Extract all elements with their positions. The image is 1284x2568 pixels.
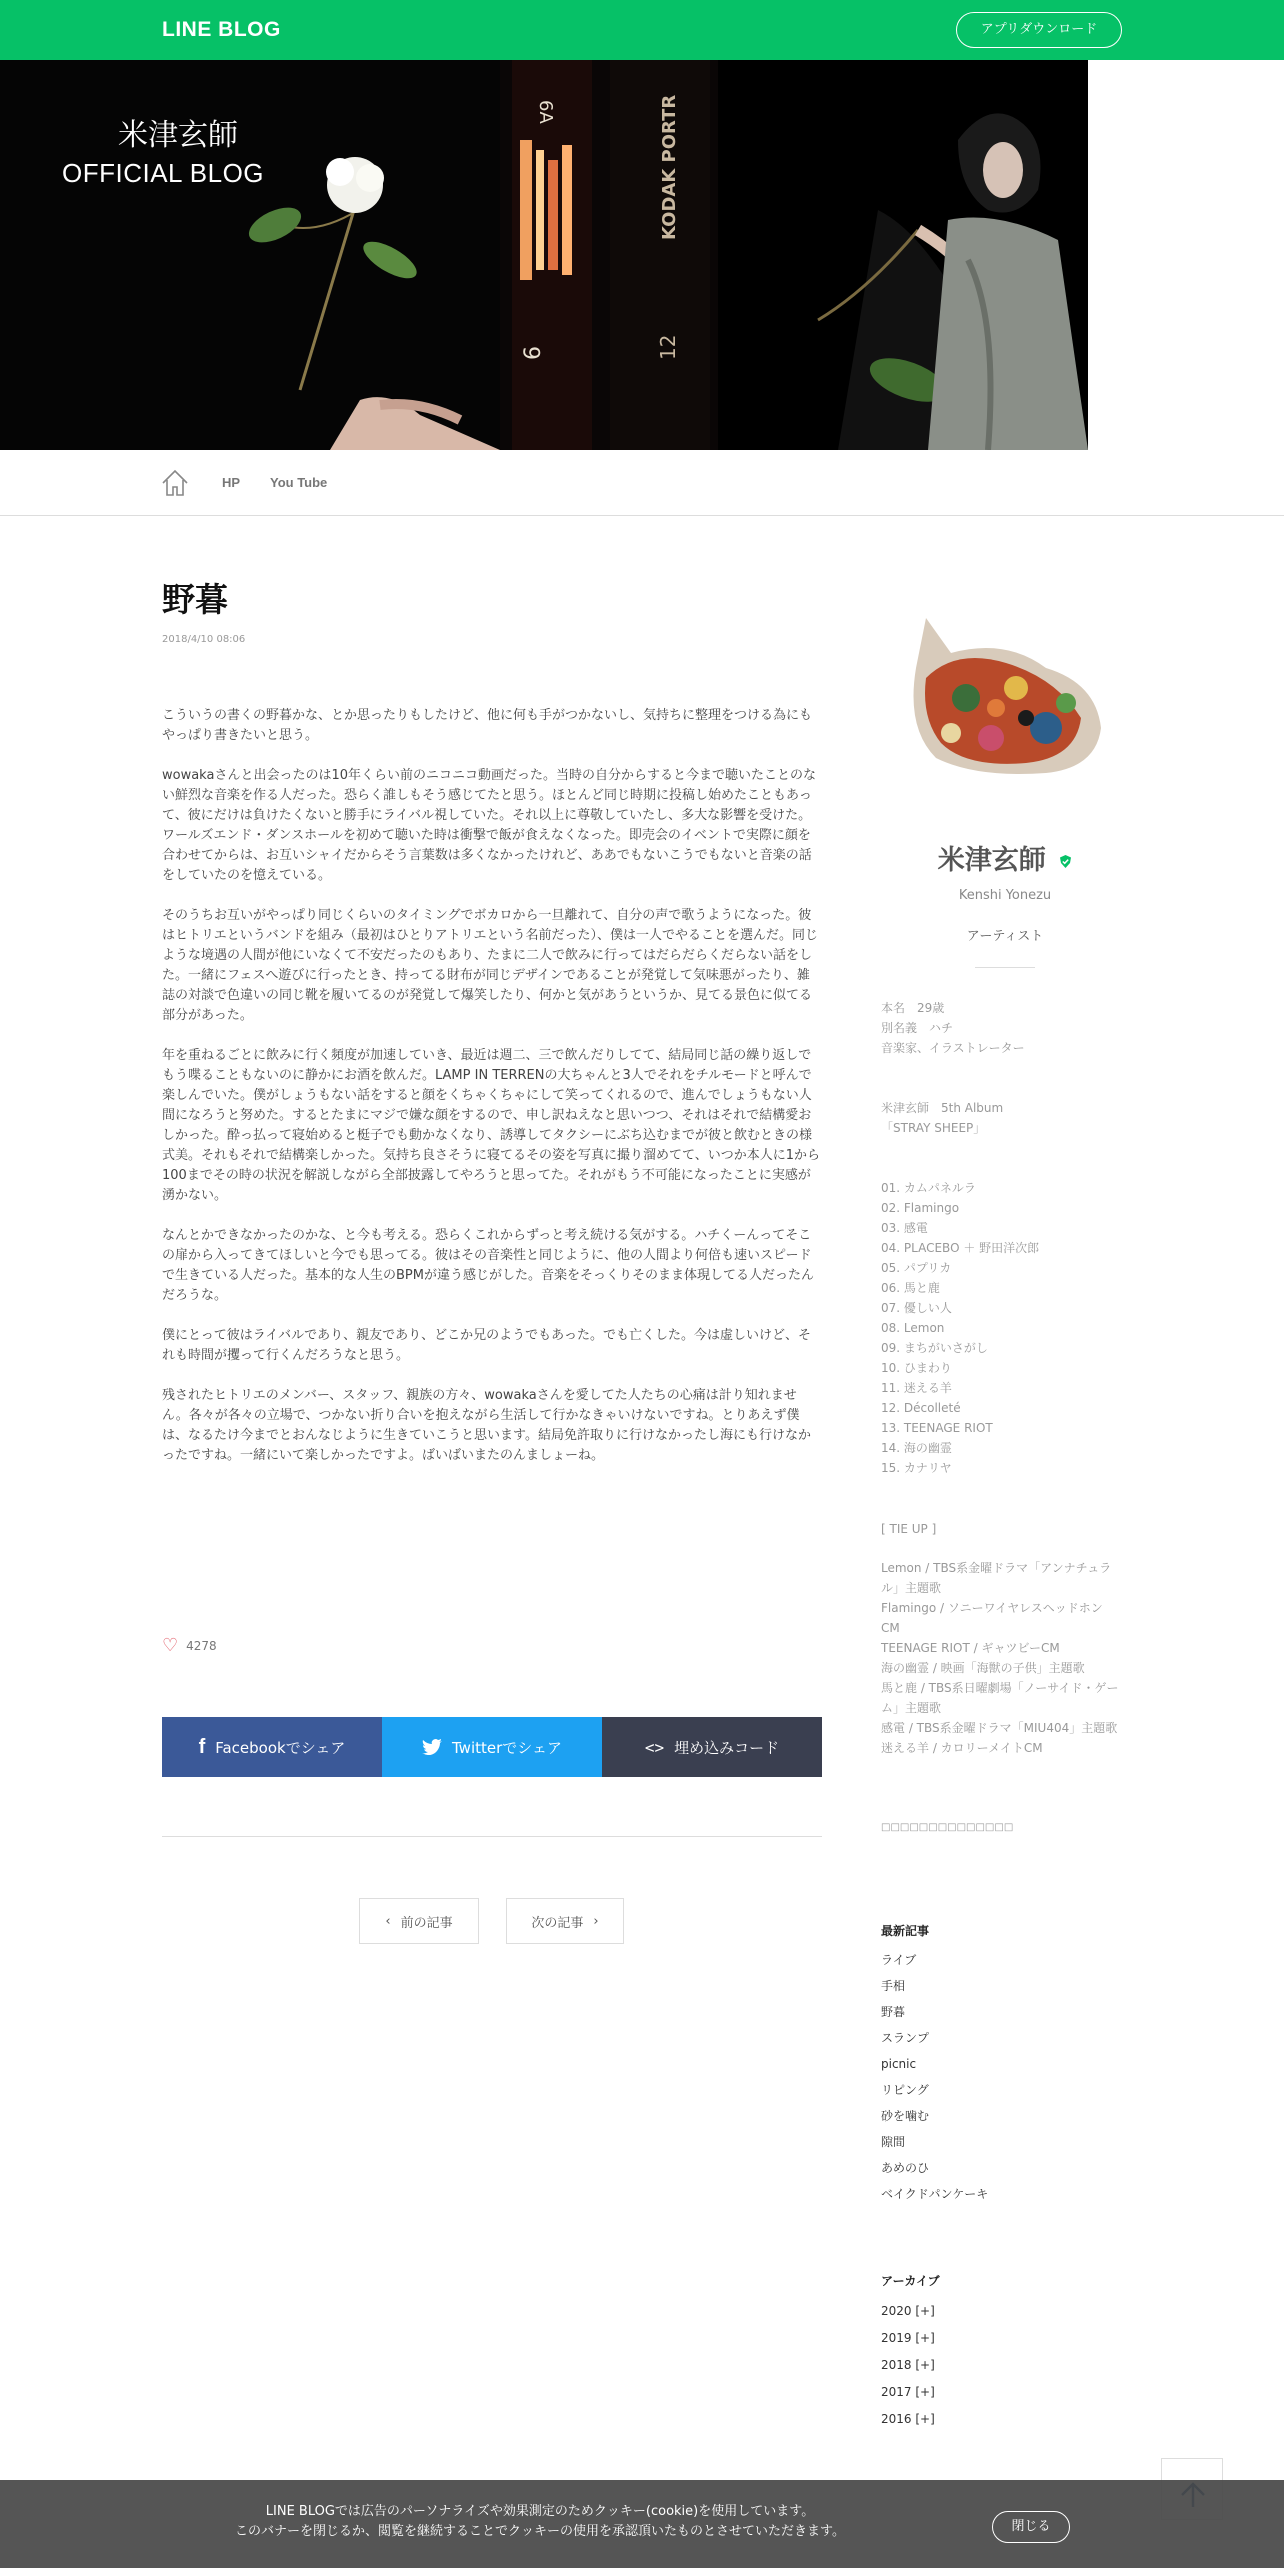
archive-heading: アーカイブ [881,2274,940,2288]
article-title: 野暮 [162,580,228,619]
recent-post-link[interactable]: ライブ [881,1953,917,1967]
tieup-list [881,1558,1121,1758]
blog-nav [0,450,1284,516]
tieup-item: 馬と鹿 / TBS系日曜劇場「ノーサイド・ゲーム」主題歌 [881,1681,1119,1715]
recent-post-link[interactable]: リピング [881,2083,929,2097]
archive-year-link[interactable]: 2020 [+] [881,2304,935,2318]
code-brackets-icon: <> [644,1737,665,1757]
article-paragraph: 残されたヒトリエのメンバー、スタッフ、親族の方々、wowakaさんを愛してた人たちの心痛は計り知れません。各々が各々の立場で、つかない折り合いを抱えながら生活して行かなきゃいけないですね。とりあえず僕は、なるたけ今までとおんなじように生きていこうと思います。結局免許取りに行けなかったし海にも行けなかったですね。一緒にいて楽しかったですよ。ばいばいまたのんましょーね。 [162,1388,811,1463]
track-item: 07. 優しい人 [881,1301,952,1315]
recent-post-link[interactable]: 手相 [881,1979,906,1993]
twitter-share-label: Twitterでシェア [452,1738,562,1757]
tieup-item: TEENAGE RIOT / ギャツビーCM [881,1641,1060,1655]
app-download-button[interactable]: アプリダウンロード [956,12,1122,48]
track-item: 12. Décolleté [881,1401,961,1415]
svg-text:6A: 6A [535,100,556,124]
svg-text:KODAK PORTR: KODAK PORTR [659,94,680,240]
chevron-left-icon: ‹ [385,1913,391,1929]
next-article-label: 次の記事 [531,1915,584,1931]
archive-year-link[interactable]: 2019 [+] [881,2331,935,2345]
profile-avatar[interactable] [896,608,1110,778]
track-item: 13. TEENAGE RIOT [881,1421,993,1435]
cookie-banner [0,2480,1284,2568]
track-item: 02. Flamingo [881,1201,960,1215]
prev-article-label: 前の記事 [400,1915,453,1931]
hero-photo-film-strip [500,60,718,450]
profile-album [881,1098,1131,1138]
archive-list [881,2298,935,2433]
article-divider [162,1836,822,1837]
recent-post-link[interactable]: スランプ [881,2031,930,2045]
recent-posts-list [881,1947,988,2207]
hero-photo-portrait-right [718,60,1284,450]
tieup-heading: [ TIE UP ] [881,1522,937,1536]
article-paragraph: なんとかできなかったのかな、と今も考える。恐らくこれからずっと考え続ける気がする。ハチくーんってそこの扉から入ってきてほしいと今でも思ってる。彼はその音楽性と同じように、他の人間より何倍も速いスピードで生きている人だった。基本的な人生のBPMが違う感じがした。音楽をそっくりそのまま体現してる人だったんだろうな。 [162,1228,814,1303]
cookie-close-button[interactable]: 閉じる [992,2511,1070,2543]
cookie-message [180,2502,900,2542]
profile-name-text: 米津玄師 [937,845,1046,876]
hero-photo-flower-left [0,60,500,450]
archive-year-link[interactable]: 2018 [+] [881,2358,935,2372]
top-bar [0,0,1284,60]
like-button[interactable] [162,1637,217,1655]
recent-post-link[interactable]: あめのひ [881,2161,930,2175]
nav-link-youtube[interactable]: You Tube [270,475,328,490]
article-paragraph: wowakaさんと出会ったのは10年くらい前のニコニコ動画だった。当時の自分からすると今まで聴いたことのない鮮烈な音楽を作る人だった。恐らく誰しもそう感じてたと思う。ほとんど同じ時期に投稿し始めたこともあって、彼にだけは負けたくないと勝手にライバル視していた。それ以上に尊敬していたし、多大な影響を受けた。ワールズエンド・ダンスホールを初めて聴いた時は衝撃で飯が食えなくなった。即売会のイベントで実際に顔を合わせてからは、お互いシャイだからそう言葉数は多くなかったけれど、ああでもないこうでもないと音楽の話をしていたのを憶えている。 [162,768,816,883]
heart-icon: ♡ [162,1635,179,1656]
track-item: 05. パプリカ [881,1261,952,1275]
profile-small-note: □□□□□□□□□□□□□□ [881,1822,1014,1833]
tieup-item: Lemon / TBS系金曜ドラマ「アンナチュラル」主題歌 [881,1561,1112,1595]
cookie-message-line: このバナーを閉じるか、閲覧を継続することでクッキーの使用を承認頂いたものとさせていただきます。 [235,2524,845,2539]
article-body [162,706,822,1486]
like-count: 4278 [186,1639,217,1653]
article-paragraph: そのうちお互いがやっぱり同じくらいのタイミングでボカロから一旦離れて、自分の声で歌うようになった。彼はヒトリエというバンドを組み（最初はひとりアトリエという名前だった）、僕は一人でやることを選んだ。同じような境遇の人間が他にいなくて不安だったのもあり、たまに二人で飲みに行ってはだらだらくだらない話をした。一緒にフェスへ遊びに行ったとき、持ってる財布が同じデザインであることが発覚して気味悪がったり、雑誌の対談で色違いの同じ靴を履いてるのが発覚して爆笑したり、何かと気があうというか、見てる景色に似てる部分があった。 [162,908,818,1023]
track-item: 11. 迷える羊 [881,1381,952,1395]
article-paragraph: 僕にとって彼はライバルであり、親友であり、どこか兄のようでもあった。でも亡くした。今は虚しいけど、それも時間が攫って行くんだろうなと思う。 [162,1328,811,1363]
cookie-message-line: LINE BLOGでは広告のパーソナライズや効果測定のためクッキー(cookie)を使用しています。 [265,2504,815,2519]
profile-english-name: Kenshi Yonezu [958,888,1052,903]
track-item: 06. 馬と鹿 [881,1281,940,1295]
track-item: 10. ひまわり [881,1361,952,1375]
tieup-item: Flamingo / ソニーワイヤレスヘッドホンCM [881,1601,1103,1635]
article-paragraph: こういうの書くの野暮かな、とか思ったりもしたけど、他に何も手がつかないし、気持ちに整理をつける為にもやっぱり書きたいと思う。 [162,708,813,743]
profile-divider [975,967,1035,968]
tieup-item: 感電 / TBS系金曜ドラマ「MIU404」主題歌 [881,1721,1118,1735]
profile-bio [881,998,1131,1058]
verified-badge-icon [1059,855,1072,868]
home-icon[interactable] [160,468,190,498]
tieup-item: 海の幽霊 / 映画「海獣の子供」主題歌 [881,1661,1085,1675]
profile-role: アーティスト [966,929,1044,944]
track-item: 08. Lemon [881,1321,945,1335]
track-item: 09. まちがいさがし [881,1341,988,1355]
prev-article-button[interactable] [359,1898,479,1944]
article-paragraph: 年を重ねるごとに飲みに行く頻度が加速していき、最近は週二、三で飲んだりしてて、結局同じ話の繰り返しでもう喋ることもないのに静かにお酒を飲んだ。LAMP IN TERRENの大ちゃんと3人でそれをチルモードと呼んで楽しんでいた。僕がしょうもない話をすると顔をくちゃくちゃにして笑ってくれるので、進んでしょうもない人間になろうと努めた。するとたまにマジで嫌な顔をするので、申し訳ねえなと思いつつ、それはそれで結構愛おしかった。酔っ払って寝始めると梃子でも動かなくなり、誘導してタクシーにぶち込むまでが彼と飲むときの様式美。それもそれで結構楽しかった。気持ち良さそうに寝てるその姿を写真に撮り溜めてて、いつか本人に1から100までその時の状況を解説しながら全部披露してやろうと思ってた。それがもう不可能になったことに実感が湧かない。 [162,1048,821,1203]
recent-post-link[interactable]: ベイクドパンケーキ [881,2187,989,2201]
album-line: 「STRAY SHEEP」 [881,1121,986,1135]
bio-line: 本名 29歳 [881,1001,945,1015]
track-list [881,1178,1131,1478]
album-line: 米津玄師 5th Album [881,1101,1004,1115]
track-item: 15. カナリヤ [881,1461,952,1475]
hero-artist-name: 米津玄師 [118,118,238,153]
facebook-icon: f [198,1735,206,1758]
track-item: 14. 海の幽霊 [881,1441,952,1455]
twitter-share-button[interactable] [382,1717,602,1777]
hero-subtitle: OFFICIAL BLOG [62,158,265,188]
svg-text:12: 12 [656,334,680,360]
archive-year-link[interactable]: 2017 [+] [881,2385,935,2399]
facebook-share-button[interactable] [162,1717,382,1777]
facebook-share-label: Facebookでシェア [215,1738,346,1757]
recent-post-link[interactable]: 隙間 [881,2135,906,2149]
svg-text:6: 6 [521,346,546,360]
archive-year-link[interactable]: 2016 [+] [881,2412,935,2426]
tieup-item: 迷える羊 / カロリーメイトCM [881,1741,1043,1755]
article-date: 2018/4/10 08:06 [162,634,246,645]
next-article-button[interactable] [506,1898,624,1944]
track-item: 01. カムパネルラ [881,1181,976,1195]
nav-link-hp[interactable]: HP [222,475,241,490]
share-bar [162,1717,822,1777]
recent-posts-heading: 最新記事 [881,1924,930,1938]
chevron-right-icon: › [593,1913,599,1929]
bio-line: 別名義 ハチ [881,1021,954,1035]
bio-line: 音楽家、イラストレーター [881,1041,1025,1055]
profile-name [880,838,1130,877]
twitter-bird-icon [422,1739,442,1755]
embed-code-label: 埋め込みコード [674,1738,780,1757]
recent-post-link[interactable]: 砂を噛む [881,2109,930,2123]
track-item: 04. PLACEBO ＋ 野田洋次郎 [881,1241,1040,1255]
line-blog-logo[interactable]: LINE BLOG [162,18,281,41]
blog-header-image [0,60,1284,450]
track-item: 03. 感電 [881,1221,928,1235]
recent-post-link[interactable]: 野暮 [881,2005,906,2019]
recent-post-link[interactable]: picnic [881,2057,917,2071]
embed-code-button[interactable] [602,1717,822,1777]
